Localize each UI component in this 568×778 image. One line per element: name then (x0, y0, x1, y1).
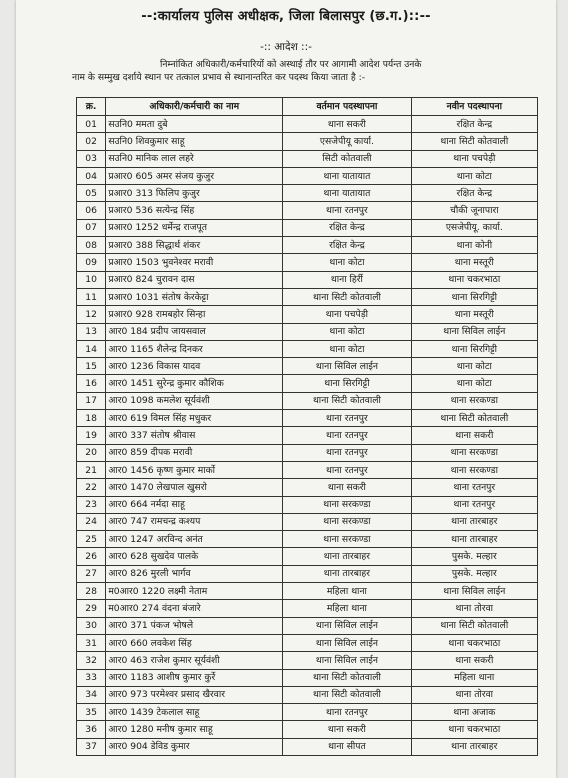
row-name: आर0 747 रामचन्द्र कश्यप (106, 513, 283, 530)
table-body (77, 116, 538, 756)
row-new-posting: थाना तारबाहर (411, 531, 537, 548)
row-new-posting: थाना रतनपुर (411, 479, 537, 496)
row-serial: 36 (77, 721, 106, 738)
row-name: प्रआर0 536 सत्येन्द्र सिंह (106, 202, 283, 219)
row-new-posting: पुसके. मल्हार (411, 548, 537, 565)
row-new-posting: थाना मस्तूरी (411, 306, 537, 323)
table-row (77, 600, 538, 617)
table-row (77, 150, 538, 167)
row-serial: 12 (77, 306, 106, 323)
row-new-posting: चौकी जूनापारा (411, 202, 537, 219)
row-current-posting: थाना रतनपुर (283, 410, 411, 427)
row-name: आर0 660 लवकेश सिंह (106, 634, 283, 651)
table-row (77, 237, 538, 254)
row-name: आर0 1165 शैलेन्द्र दिनकर (106, 340, 283, 357)
row-current-posting: थाना सिविल लाईन (283, 652, 411, 669)
table-row (77, 410, 538, 427)
row-current-posting: रक्षित केन्द्र (283, 219, 411, 236)
row-current-posting: थाना रतनपुर (283, 461, 411, 478)
row-new-posting: थाना सिविल लाईन (411, 323, 537, 340)
row-serial: 19 (77, 427, 106, 444)
row-serial: 32 (77, 652, 106, 669)
row-current-posting: थाना रतनपुर (283, 704, 411, 721)
row-current-posting: एसजेपीयू कार्या. (283, 133, 411, 150)
row-serial: 20 (77, 444, 106, 461)
row-current-posting: थाना तारबाहर (283, 565, 411, 582)
header-name: अधिकारी/कर्मचारी का नाम (106, 98, 283, 116)
row-current-posting: थाना रतनपुर (283, 444, 411, 461)
row-name: आर0 1098 कमलेश सूर्यवंशी (106, 392, 283, 409)
row-serial: 31 (77, 634, 106, 651)
table-row (77, 461, 538, 478)
table-row (77, 133, 538, 150)
row-current-posting: थाना हिर्री (283, 271, 411, 288)
row-name: प्रआर0 928 रामबहोर सिन्हा (106, 306, 283, 323)
row-name: आर0 628 सुखदेव पालके (106, 548, 283, 565)
row-current-posting: महिला थाना (283, 583, 411, 600)
row-serial: 34 (77, 686, 106, 703)
table-row (77, 323, 538, 340)
header-serial: क्र. (77, 98, 106, 116)
table-row (77, 254, 538, 271)
order-intro (72, 58, 532, 84)
row-serial: 22 (77, 479, 106, 496)
row-new-posting: पुसके. मल्हार (411, 565, 537, 582)
table-row (77, 634, 538, 651)
row-new-posting: थाना सरकण्डा (411, 461, 537, 478)
row-serial: 37 (77, 738, 106, 755)
table-row (77, 392, 538, 409)
row-current-posting: थाना सिटी कोतवाली (283, 392, 411, 409)
row-serial: 06 (77, 202, 106, 219)
row-new-posting: थाना पचपेड़ी (411, 150, 537, 167)
row-serial: 35 (77, 704, 106, 721)
table-row (77, 219, 538, 236)
table-row (77, 444, 538, 461)
row-name: आर0 337 संतोष श्रीवास (106, 427, 283, 444)
row-current-posting: थाना सिटी कोतवाली (283, 288, 411, 305)
row-name: प्रआर0 388 सिद्धार्थ शंकर (106, 237, 283, 254)
row-serial: 23 (77, 496, 106, 513)
row-current-posting: थाना सीपत (283, 738, 411, 755)
row-current-posting: थाना रतनपुर (283, 427, 411, 444)
row-current-posting: थाना रतनपुर (283, 202, 411, 219)
intro-line-1: निम्नांकित अधिकारी/कर्मचारियों को अस्थाई तौर पर आगामी आदेश पर्यन्त उनके (160, 59, 422, 70)
row-name: आर0 1247 अरविन्द अनंत (106, 531, 283, 548)
row-new-posting: थाना कोटा (411, 167, 537, 184)
row-new-posting: थाना मस्तूरी (411, 254, 537, 271)
table-row (77, 479, 538, 496)
table-row (77, 669, 538, 686)
row-current-posting: थाना सिविल लाईन (283, 617, 411, 634)
row-new-posting: थाना सकरी (411, 652, 537, 669)
row-current-posting: थाना सकरी (283, 721, 411, 738)
row-current-posting: थाना सकरी (283, 116, 411, 133)
table-row (77, 116, 538, 133)
row-name: म0आर0 1220 लक्ष्मी नेताम (106, 583, 283, 600)
row-serial: 08 (77, 237, 106, 254)
row-name: आर0 973 परमेश्वर प्रसाद खैरवार (106, 686, 283, 703)
row-new-posting: थाना सिटी कोतवाली (411, 410, 537, 427)
row-serial: 14 (77, 340, 106, 357)
row-serial: 25 (77, 531, 106, 548)
office-title: --:कार्यालय पुलिस अधीक्षक, जिला बिलासपुर (छ.ग.)::-- (141, 9, 431, 24)
row-name: आर0 463 राजेश कुमार सूर्यवंशी (106, 652, 283, 669)
intro-line-2: नाम के सम्मुख दर्शाये स्थान पर तत्काल प्रभाव से स्थानान्तरित कर पदस्थ किया जाता है :- (72, 72, 366, 83)
row-name: प्रआर0 313 फिलिप कुजुर (106, 185, 283, 202)
row-serial: 11 (77, 288, 106, 305)
table-row (77, 202, 538, 219)
row-name: प्रआर0 1031 संतोष केरकेट्टा (106, 288, 283, 305)
row-serial: 13 (77, 323, 106, 340)
row-new-posting: थाना सरकण्डा (411, 444, 537, 461)
table-row (77, 306, 538, 323)
row-new-posting: थाना सरकण्डा (411, 392, 537, 409)
row-new-posting: थाना चकरभाठा (411, 721, 537, 738)
row-new-posting: थाना तोरवा (411, 600, 537, 617)
row-name: आर0 859 दीपक मरावी (106, 444, 283, 461)
row-serial: 02 (77, 133, 106, 150)
table-row (77, 531, 538, 548)
row-current-posting: थाना यातायात (283, 185, 411, 202)
row-serial: 07 (77, 219, 106, 236)
row-name: आर0 1470 लेखपाल खुसरो (106, 479, 283, 496)
row-name: सउनि0 शिवकुमार साहू (106, 133, 283, 150)
table-row (77, 686, 538, 703)
table-row (77, 721, 538, 738)
row-name: आर0 371 पंकज भोषले (106, 617, 283, 634)
row-new-posting: थाना कोटा (411, 358, 537, 375)
row-new-posting: रक्षित केन्द्र (411, 185, 537, 202)
row-serial: 05 (77, 185, 106, 202)
row-new-posting: थाना कोटा (411, 375, 537, 392)
table-row (77, 271, 538, 288)
table-row (77, 167, 538, 184)
row-name: आर0 1451 सुरेन्द्र कुमार कौशिक (106, 375, 283, 392)
row-new-posting: थाना रतनपुर (411, 496, 537, 513)
row-new-posting: थाना तारबाहर (411, 738, 537, 755)
row-current-posting: थाना सरकण्डा (283, 531, 411, 548)
table-row (77, 288, 538, 305)
row-serial: 24 (77, 513, 106, 530)
row-new-posting: थाना अजाक (411, 704, 537, 721)
row-serial: 18 (77, 410, 106, 427)
row-serial: 15 (77, 358, 106, 375)
table-row (77, 652, 538, 669)
row-new-posting: थाना चकरभाठा (411, 271, 537, 288)
row-current-posting: थाना सिटी कोतवाली (283, 686, 411, 703)
row-new-posting: थाना कोनी (411, 237, 537, 254)
row-name: आर0 664 नर्मदा साहू (106, 496, 283, 513)
table-row (77, 704, 538, 721)
table-row (77, 427, 538, 444)
table-header-row (77, 98, 538, 116)
row-name: आर0 1183 आशीष कुमार कुर्रे (106, 669, 283, 686)
row-current-posting: थाना सरकण्डा (283, 496, 411, 513)
row-serial: 28 (77, 583, 106, 600)
table-row (77, 185, 538, 202)
row-new-posting: थाना तोरवा (411, 686, 537, 703)
table-row (77, 617, 538, 634)
row-name: आर0 1280 मनीष कुमार साहू (106, 721, 283, 738)
row-new-posting: थाना सिविल लाईन (411, 583, 537, 600)
row-serial: 10 (77, 271, 106, 288)
row-current-posting: थाना कोटा (283, 323, 411, 340)
table-row (77, 496, 538, 513)
row-current-posting: सिटी कोतवाली (283, 150, 411, 167)
row-name: प्रआर0 1252 धर्मेन्द्र राजपूत (106, 219, 283, 236)
row-name: आर0 1456 कृष्ण कुमार मार्को (106, 461, 283, 478)
row-serial: 21 (77, 461, 106, 478)
row-name: आर0 826 मुरली भार्गव (106, 565, 283, 582)
row-name: सउनि0 मानिक लाल लहरे (106, 150, 283, 167)
row-name: आर0 904 डेविड कुमार (106, 738, 283, 755)
row-current-posting: थाना सकरी (283, 479, 411, 496)
row-serial: 33 (77, 669, 106, 686)
row-current-posting: थाना सिरगिट्टी (283, 375, 411, 392)
order-heading: -:: आदेश ::- (260, 41, 312, 53)
row-name: प्रआर0 605 अमर संजय कुजुर (106, 167, 283, 184)
row-new-posting: महिला थाना (411, 669, 537, 686)
row-current-posting: रक्षित केन्द्र (283, 237, 411, 254)
transfer-table (76, 97, 538, 756)
header-current-posting: वर्तमान पदस्थापना (283, 98, 411, 116)
row-serial: 27 (77, 565, 106, 582)
row-serial: 26 (77, 548, 106, 565)
row-name: प्रआर0 1503 भुवनेश्वर मरावी (106, 254, 283, 271)
row-new-posting: थाना चकरभाठा (411, 634, 537, 651)
row-new-posting: थाना तारबाहर (411, 513, 537, 530)
row-current-posting: थाना सिविल लाईन (283, 634, 411, 651)
row-current-posting: थाना सरकण्डा (283, 513, 411, 530)
row-name: म0आर0 274 वंदना बंजारे (106, 600, 283, 617)
row-new-posting: थाना सकरी (411, 427, 537, 444)
row-name: आर0 1236 विकास यादव (106, 358, 283, 375)
row-current-posting: थाना कोटा (283, 340, 411, 357)
row-serial: 01 (77, 116, 106, 133)
row-name: आर0 1439 टेकलाल साहू (106, 704, 283, 721)
row-new-posting: थाना सिरगिट्टी (411, 288, 537, 305)
table-row (77, 583, 538, 600)
table-row (77, 513, 538, 530)
row-current-posting: थाना तारबाहर (283, 548, 411, 565)
row-current-posting: थाना सिटी कोतवाली (283, 669, 411, 686)
row-new-posting: रक्षित केन्द्र (411, 116, 537, 133)
row-serial: 16 (77, 375, 106, 392)
row-new-posting: एसजेपीयू. कार्या. (411, 219, 537, 236)
document-page (16, 0, 556, 778)
row-serial: 03 (77, 150, 106, 167)
row-name: प्रआर0 824 चुरावन दास (106, 271, 283, 288)
row-name: आर0 184 प्रदीप जायसवाल (106, 323, 283, 340)
row-serial: 04 (77, 167, 106, 184)
table-row (77, 565, 538, 582)
row-serial: 30 (77, 617, 106, 634)
row-current-posting: महिला थाना (283, 600, 411, 617)
table-row (77, 738, 538, 755)
row-new-posting: थाना सिटी कोतवाली (411, 133, 537, 150)
header-new-posting: नवीन पदस्थापना (411, 98, 537, 116)
table-row (77, 340, 538, 357)
row-current-posting: थाना यातायात (283, 167, 411, 184)
row-new-posting: थाना सिटी कोतवाली (411, 617, 537, 634)
row-name: आर0 619 विमल सिंह मधुकर (106, 410, 283, 427)
table-row (77, 375, 538, 392)
table-row (77, 358, 538, 375)
row-name: सउनि0 ममता दुबे (106, 116, 283, 133)
table-row (77, 548, 538, 565)
row-serial: 09 (77, 254, 106, 271)
row-current-posting: थाना पचपेड़ी (283, 306, 411, 323)
row-serial: 17 (77, 392, 106, 409)
row-current-posting: थाना सिविल लाईन (283, 358, 411, 375)
row-serial: 29 (77, 600, 106, 617)
row-current-posting: थाना कोटा (283, 254, 411, 271)
row-new-posting: थाना सिरगिट्टी (411, 340, 537, 357)
